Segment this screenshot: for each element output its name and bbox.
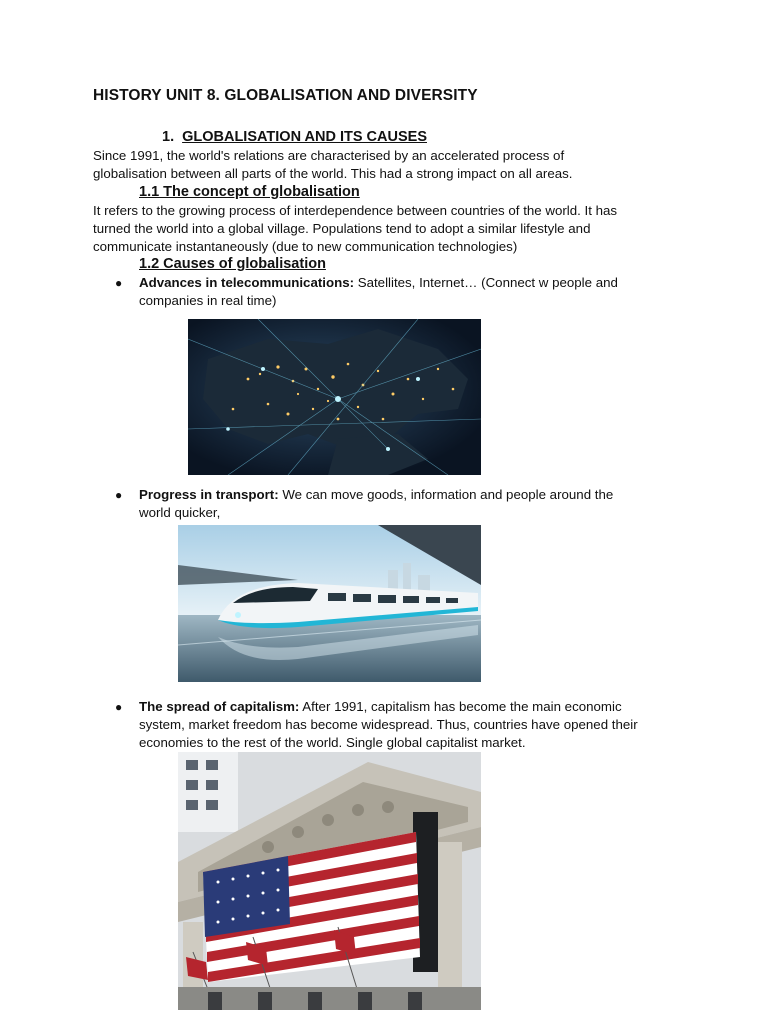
bullet-text-line-2: world quicker, bbox=[139, 505, 221, 520]
bullet-glyph: ● bbox=[115, 276, 123, 290]
bullet-capitalism bbox=[115, 698, 679, 752]
subsection-heading-causes: 1.2 Causes of globalisation bbox=[139, 256, 326, 272]
section-title: GLOBALISATION AND ITS CAUSES bbox=[182, 129, 427, 145]
bullet-transport bbox=[115, 486, 679, 522]
bullet-telecommunications bbox=[115, 274, 679, 310]
section-number: 1. bbox=[162, 129, 175, 145]
bullet-text-line-3: economies to the rest of the world. Single global capitalist market. bbox=[139, 735, 526, 750]
bullet-text-line-1: Satellites, Internet… (Connect w people and bbox=[354, 275, 618, 290]
concept-line-3: communicate instantaneously (due to new communication technologies) bbox=[93, 239, 518, 254]
high-speed-train-image bbox=[178, 525, 481, 682]
bullet-bold-label: Progress in transport: bbox=[139, 487, 279, 502]
bullet-text-line-2: companies in real time) bbox=[139, 293, 277, 308]
document-title: HISTORY UNIT 8. GLOBALISATION AND DIVERSITY bbox=[93, 87, 478, 104]
telecommunications-network-image bbox=[188, 319, 481, 475]
bullet-glyph: ● bbox=[115, 488, 123, 502]
stock-exchange-flag-image bbox=[178, 752, 481, 1010]
concept-line-1: It refers to the growing process of interdependence between countries of the world. It has bbox=[93, 203, 618, 218]
subsection-heading-concept: 1.1 The concept of globalisation bbox=[139, 184, 360, 200]
section-intro-line-1: Since 1991, the world's relations are characterised by an accelerated process of bbox=[93, 148, 565, 163]
bullet-text-line-1: We can move goods, information and people around the bbox=[278, 487, 614, 502]
bullet-glyph: ● bbox=[115, 700, 123, 714]
concept-line-2: turned the world into a global village. Populations tend to adopt a similar lifestyle and bbox=[93, 221, 591, 236]
bullet-bold-label: The spread of capitalism: bbox=[139, 699, 300, 714]
bullet-text-line-1: After 1991, capitalism has become the main economic bbox=[299, 699, 622, 714]
bullet-text-line-2: system, market freedom has become widespread. Thus, countries have opened their bbox=[139, 717, 638, 732]
bullet-bold-label: Advances in telecommunications: bbox=[139, 275, 355, 290]
section-intro-line-2: globalisation between all parts of the world. This had a strong impact on all areas. bbox=[93, 166, 573, 181]
section-heading bbox=[162, 129, 427, 145]
